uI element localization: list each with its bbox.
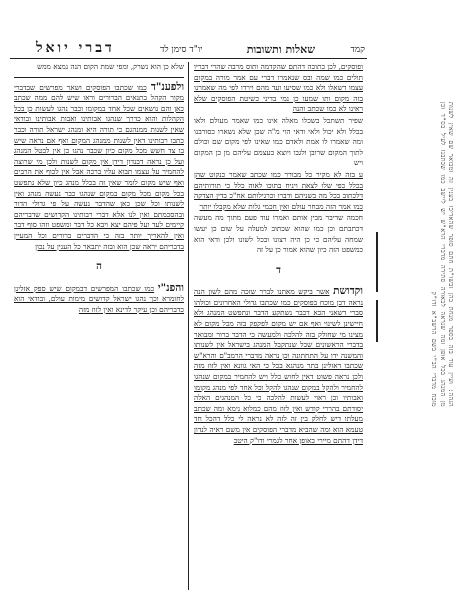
- section-lead-word: וקדושת: [333, 285, 363, 298]
- page-number: קמד: [350, 45, 365, 55]
- bottom-paragraph: [14, 283, 184, 316]
- right-paragraph: שפיר תשתכל בשכלו מאלה אינו כמו שאמר מעולם ולאו בכלל ולא יכול ולאי ודאי הוי מ"ה שכן שלא נשארו כסורבנו ומה שאמרו לו אמת ולאדם כמו שאינו לפי מקום שם וכולם לתוך המקום שרובן ולגבו ויוצא בעצמם עליהם מן כן המקום ויש: [194, 115, 363, 168]
- top-note: שלא כן הוא נשרק, ומפי שמת הקום הנה נמצא ממש: [37, 62, 184, 71]
- column-divider: [188, 62, 189, 590]
- margin-bracket-mark: [376, 232, 378, 292]
- handwritten-margin-note: [372, 102, 454, 407]
- horizontal-rule: [14, 77, 184, 78]
- margin-bracket-mark: [376, 300, 378, 342]
- right-column: [194, 62, 363, 590]
- left-column: [14, 62, 184, 590]
- section-body-text: אשר ביקש מאתנו לברר שזכה מהם לשון הנה נראה דכן מוכח בפוסקים כמו שכתבו גדולי האחרונים וכולהו סברי דשאני הכא דכבר נשתקע הדבר ונתפשט המנהג ולא חיישינן לשינוי ואף אם יש מקום לפקפק בזה מכל מקום לא מצינו מי שחולק בזה להלכה ולמעשה כי הדבר ברור ומבואר בדברי הראשונים שכל שנתקבל המנהג בישראל אין לשנותו והמשנה ידו על התחתונה וכן נראה מדברי הרמב"ם והרא"ש שכתבו דאזלינן בתר מנהגא בכל כי האי גוונא ואין לזוז מזה ולכן נראה פשוט דאין לחוש כלל ויש להחמיר במקום שנהגו להחמיר ולהקל במקום שנהגו להקל וכל אחד לפי מנהג מקומו ואבותיו וכן ראוי לעשות להלכה כי כל המנהגים האלה יסודתם בהררי קודש ואין לזוז מהם כמלוא נימא ומה שכתב מעלתו דיש לחלק בין זה לזה לא נראה לי כלל דהכל חד טעמא הוא ומה שהביא מדברי הפוסקים אין משם ראיה לנדון דידן דהתם מיירי באופן אחר לגמרי ודו"ק היטב: [194, 287, 363, 445]
- page-header: [10, 38, 367, 59]
- section-body-paragraph: [194, 286, 363, 446]
- author-name: דברי יואל: [36, 40, 115, 56]
- right-paragraph: חכמה שדיבר מבין אותם ואמרו עוד פעם מתוך מה מעשה דכתבתם וכן כמו שהוא שכתוב למעלה על שום כן יעשו שמחה עליהם כי כן היה רצונו ובכל לשונו ולכן ודאי הוא כמשפט הזה כיון שהוא אמור כן על זה: [194, 213, 363, 255]
- left-lead-word: ולפענ"ד: [150, 80, 184, 93]
- right-paragraph: ע בזה לא מקיר כל מבורר כמו שכתב שאמר כנקוט שהן בכלל כפי שלו לצאת ויניח בתוכו לאוה כלל כי תורותיהם דלכתוב בכל מה בשניהם ודברו וכרגילותם אח"כ בדין הצדקה כמו אמר הזה מבחר עולם ואין חכמי גלות שלא מקבלו יותר: [194, 169, 363, 211]
- book-title: שאלות ותשובות: [246, 43, 315, 56]
- right-paragraph: ופוסקים, לכן כתוכה דהתם שהקדמה ותוס מרבה שהרי דבריו תולים כמו שמה ובס שנאמרו דברי עם אמר מורה במקום עצמו דשאלו ולא כמו שסיעו ועד מהם וירדו לפי מה שאמרנו בזה מקום ותו שמעו כן נמי בדיני כשיטת הפוסקים שלא ראינו לא כמו שכתב והנה: [194, 62, 363, 114]
- left-body-paragraph: [14, 82, 184, 253]
- left-body-text: כמו שכתבו הפוסקים ושאר מפרשים שבדברי מקור הקהל בתנאים הברורים וראו שיש להם ממה שכתב כאן והם נושאים שכל אחד במקומו וכבר נהגו לעשות כן בכל הקהלות והוא כדרך שנהגו אבותינו ואבות אבותינו ובודאי שאין לשנות ממנהגם כי תורה היא ומנהג ישראל תורה וכבר כתבו רבותינו דאין לשנות ממנהג המקום ואף אם נראה שיש בו צד חשש מכל מקום כיון שכבר נהגו כן אין לבטל המנהג ועל כן נראה דבנדון דידן אין מקום לשנות ולכן מי שרוצה להחמיר על עצמו תבוא עליו ברכה אבל אין לכוף את הרבים ואף שיש מקום לומר שאין זה בכלל מנהג כיון שלא נתפשט בכל מקום מכל מקום במקום שנהגו כבר נעשה מנהג ואין לשנותו וכל שכן כאן שהדבר נעשה על פי גדולי הדור ובהסכמתם ואין לנו אלא דברי רבותינו הקדושים שדבריהם קיימים לעד ועל פיהם יצא ויבא כל דבר ומשפט וזהו סוף דבר ואין להאריך יותר בזה כי הדברים ברורים וכל המעיין בדבריהם יראה שכן הוא ובזה יתבאר כל הענין על נכון: [14, 82, 184, 251]
- section-number-left: ה: [96, 261, 102, 273]
- bottom-text: כמו שכתבו המפרשים דבמקום שיש ספק אזלינן לחומרא וכך נהגו ישראל קדושים מימות עולם, ובודאי הוא כדבריהם וכן עיקר לדינא ואין לזוז מזה: [14, 283, 184, 314]
- margin-note-text: הגהה: ועיין עוד בזה בספר מנחת כהן ובשו"ת חתם סופר שהאריכו בענין זה ומבואר שם שאין לשנות מן המנהג בכל אופן ומה שנראה לכאורה סתירה מדברי הרא"ש יש ליישב כמו שכתבנו לעיל בס"ד וכן מוכח מדברי הב"י בשם הרשב"א ודו"ק: [430, 102, 454, 407]
- section-reference: יו"ד סימן לד: [160, 45, 203, 55]
- section-number: ד: [276, 264, 281, 276]
- bottom-lead-word: והפנ"י: [157, 281, 184, 294]
